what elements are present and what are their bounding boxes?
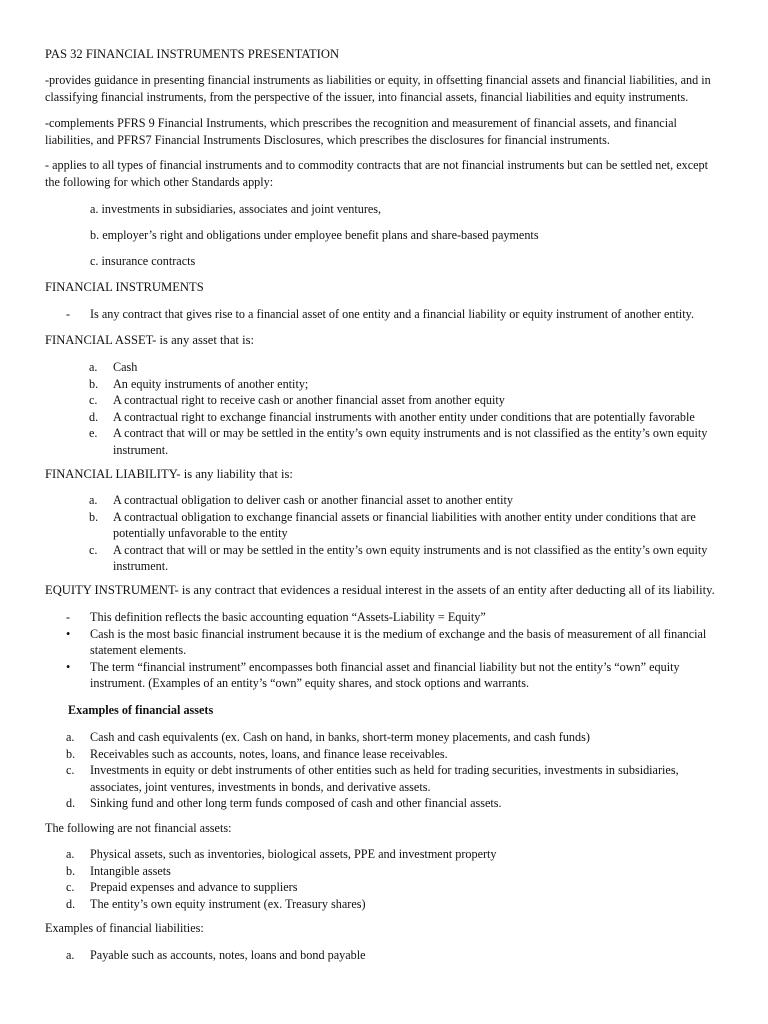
list-marker: b.: [89, 376, 99, 391]
list-marker: a.: [89, 493, 98, 507]
exception-item: a. investments in subsidiaries, associates and joint ventures,: [90, 202, 382, 216]
list-item-text: Sinking fund and other long term funds composed of cash and other financial assets.: [90, 796, 502, 810]
list-item-text: Payable such as accounts, notes, loans and bond payable: [90, 948, 366, 962]
list-item-text: Cash is the most basic financial instrument because it is the medium of exchange and the basis of measurement of all financial statement elements.: [90, 626, 707, 657]
list-item: [66, 609, 716, 626]
list-marker: c.: [66, 880, 75, 894]
list-marker: e.: [89, 426, 98, 440]
list-item-text: Receivables such as accounts, notes, loans, and finance lease receivables.: [90, 746, 448, 761]
list-item-text: Cash: [113, 360, 138, 374]
list-item: [66, 746, 716, 763]
list-item: [89, 392, 729, 409]
list-item: [66, 729, 716, 746]
list-item: [89, 425, 729, 458]
financial-asset-list: [89, 359, 729, 458]
financial-liabilities-examples-list: [66, 947, 716, 964]
list-item: [66, 896, 716, 913]
list-item: [66, 626, 716, 659]
list-marker: d.: [89, 409, 99, 424]
list-item-text: Prepaid expenses and advance to suppliers: [90, 880, 298, 894]
list-item: [66, 947, 716, 964]
list-item: [89, 509, 729, 542]
list-marker: c.: [89, 393, 98, 407]
section-heading: FINANCIAL LIABILITY- is any liability that is:: [45, 467, 293, 481]
list-item: [66, 306, 726, 323]
list-item-text: Cash and cash equivalents (ex. Cash on hand, in banks, short-term money placements, and cash funds): [90, 730, 590, 744]
document-title: PAS 32 FINANCIAL INSTRUMENTS PRESENTATION: [45, 47, 340, 61]
intro-paragraph: - applies to all types of financial instruments and to commodity contracts that are not financial instruments but can be settled net, except the following for which other Standards apply:: [45, 158, 709, 189]
subsection-heading: Examples of financial assets: [68, 703, 214, 717]
list-item: [89, 542, 729, 575]
list-item-text: A contractual obligation to exchange financial assets or financial liabilities with another entity under conditions that are potentially unfavorable to the entity: [113, 509, 696, 540]
section-heading: FINANCIAL INSTRUMENTS: [45, 280, 204, 294]
list-item-text: This definition reflects the basic accounting equation “Assets-Liability = Equity”: [90, 610, 486, 624]
list-item-text: An equity instruments of another entity;: [113, 376, 309, 391]
list-marker: a.: [66, 730, 75, 744]
list-marker: b.: [66, 863, 76, 878]
list-item: [66, 659, 716, 692]
list-item-text: A contract that will or may be settled in the entity’s own equity instruments and is not classified as the entity’s own equity instrument.: [113, 426, 708, 457]
list-item: [89, 492, 729, 509]
list-marker: d.: [66, 796, 76, 810]
financial-liability-list: [89, 492, 729, 575]
list-marker: b.: [89, 509, 99, 524]
intro-paragraph: -provides guidance in presenting financial instruments as liabilities or equity, in offsetting financial assets and financial liabilities, and in classifying financial instruments, from the perspective of the issuer, into financial assets, financial liabilities and equity instruments.: [45, 73, 711, 104]
list-marker: d.: [66, 896, 76, 911]
list-marker: -: [66, 610, 71, 624]
not-financial-assets-list: [66, 846, 716, 912]
list-item: [66, 762, 716, 795]
list-item: [89, 409, 729, 426]
list-marker: -: [66, 307, 71, 321]
list-marker: c.: [89, 542, 98, 557]
list-item: [66, 795, 716, 812]
intro-paragraph: -complements PFRS 9 Financial Instruments, which prescribes the recognition and measurement of financial assets, and financial liabilities, and PFRS7 Financial Instruments Disclosures, which prescribes the disclosures for financial instruments.: [45, 116, 677, 147]
list-item: [66, 863, 716, 880]
list-item-text: A contractual obligation to deliver cash or another financial asset to another entity: [113, 493, 514, 507]
list-item: [89, 376, 729, 393]
list-item-text: Physical assets, such as inventories, biological assets, PPE and investment property: [90, 847, 497, 861]
section-heading: FINANCIAL ASSET- is any asset that is:: [45, 333, 254, 347]
financial-instruments-list: [66, 306, 726, 323]
list-item-text: A contractual right to receive cash or another financial asset from another equity: [113, 393, 505, 407]
section-heading: Examples of financial liabilities:: [45, 921, 204, 935]
list-item: [89, 359, 729, 376]
list-marker: a.: [66, 948, 75, 962]
list-item: [66, 846, 716, 863]
list-item-text: Investments in equity or debt instruments of other entities such as held for trading securities, investments in subsidiaries, associates, joint ventures, investments in bonds, and derivative assets.: [90, 763, 679, 794]
financial-assets-examples-list: [66, 729, 716, 812]
list-marker: a.: [66, 847, 75, 861]
list-item-text: The term “financial instrument” encompasses both financial asset and financial liability but not the entity’s “own” equity instrument. (Examples of an entity’s “own” equity shares, and stock options and warrants.: [90, 659, 680, 690]
list-item: [66, 879, 716, 896]
list-marker: a.: [89, 360, 98, 374]
list-marker: b.: [66, 746, 76, 761]
list-item-text: Is any contract that gives rise to a financial asset of one entity and a financial liability or equity instrument of another entity.: [90, 307, 694, 321]
list-item-text: The entity’s own equity instrument (ex. Treasury shares): [90, 896, 366, 911]
list-marker: c.: [66, 763, 75, 777]
exception-item: b. employer’s right and obligations under employee benefit plans and share-based payments: [90, 228, 539, 242]
section-heading: EQUITY INSTRUMENT- is any contract that evidences a residual interest in the assets of an entity after deducting all of its liability.: [45, 583, 715, 597]
list-item-text: A contractual right to exchange financial instruments with another entity under conditions that are potentially favorable: [113, 409, 695, 424]
list-marker: •: [66, 659, 71, 674]
section-heading: The following are not financial assets:: [45, 821, 232, 835]
list-marker: •: [66, 626, 71, 641]
list-item-text: Intangible assets: [90, 863, 171, 878]
list-item-text: A contract that will or may be settled in the entity’s own equity instruments and is not classified as the entity’s own equity instrument.: [113, 542, 708, 573]
exception-item: c. insurance contracts: [90, 254, 196, 268]
equity-instrument-notes: [66, 609, 716, 692]
